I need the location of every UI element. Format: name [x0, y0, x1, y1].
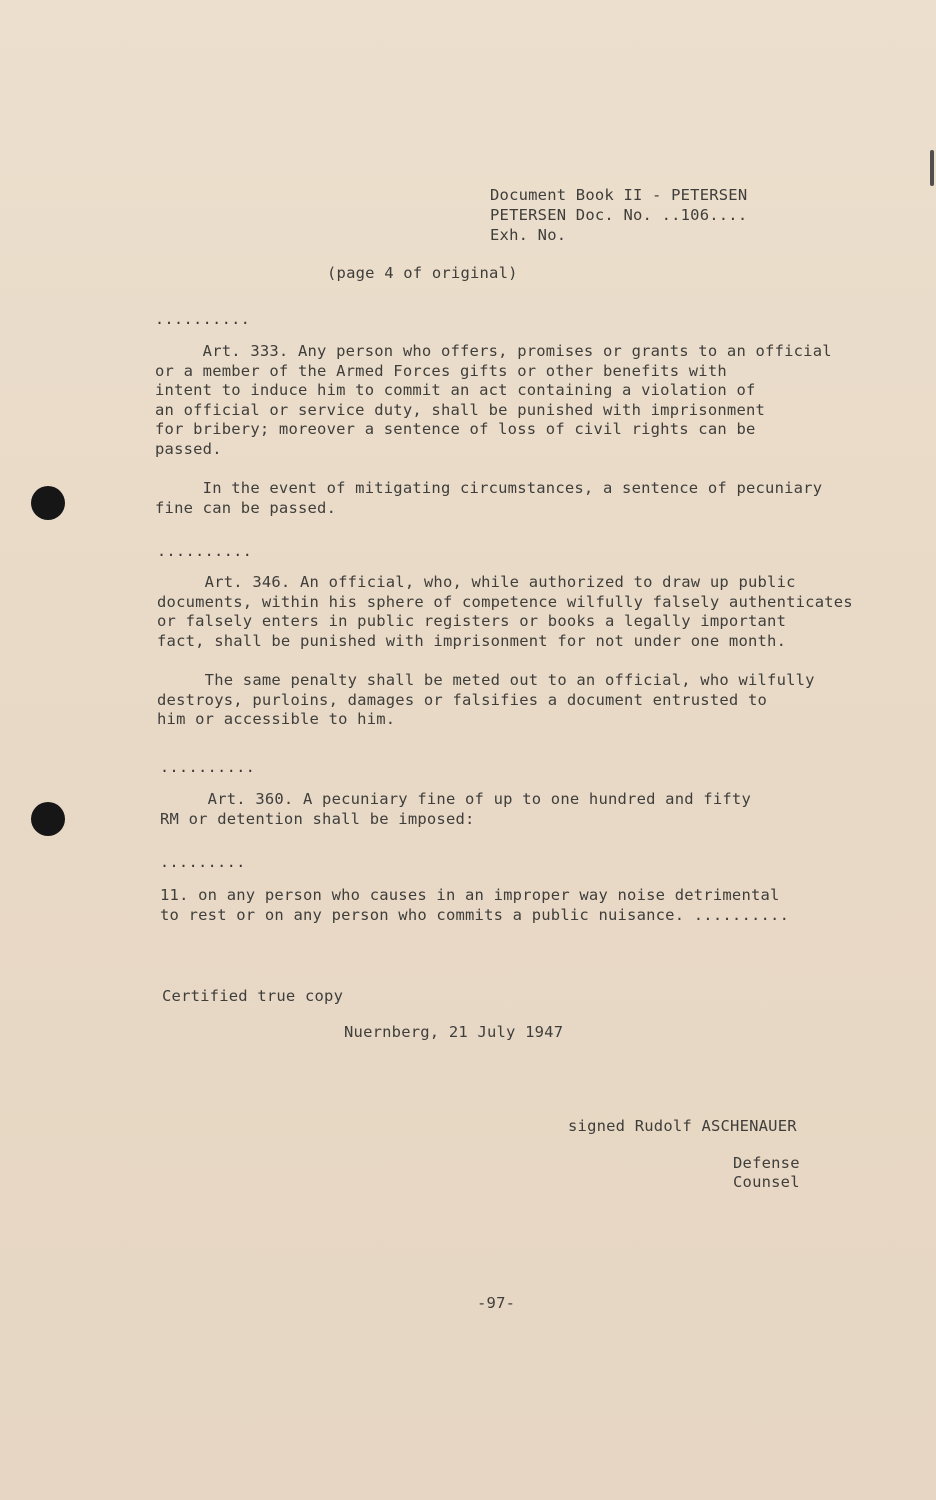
separator-dots: ..........	[160, 758, 256, 776]
page-number: -97-	[477, 1294, 516, 1312]
place-and-date: Nuernberg, 21 July 1947	[344, 1023, 564, 1041]
header-exhibit-number: Exh. No.	[490, 226, 567, 244]
page-of-original-note: (page 4 of original)	[327, 264, 518, 282]
art-346-paragraph: Art. 346. An official, who, while authorized to draw up public documents, within his sphere of competence wilfully falsely authenticates or falsely enters in public registers or books a legally important fact, shall be punished with imprisonment for not under one month.	[157, 573, 853, 650]
art-360-item-11: 11. on any person who causes in an improper way noise detrimental to rest or on any person who commits a public nuisance. ..........	[160, 886, 790, 924]
signatory-role-defense: Defense	[733, 1154, 800, 1172]
header-document-book: Document Book II - PETERSEN	[490, 186, 748, 204]
art-346-penalty-paragraph: The same penalty shall be meted out to an official, who wilfully destroys, purloins, damages or falsifies a document entrusted to him or accessible to him.	[157, 671, 815, 728]
separator-dots: ..........	[157, 542, 253, 560]
punch-hole-lower	[31, 802, 65, 836]
certified-true-copy: Certified true copy	[162, 987, 344, 1005]
signatory-role-counsel: Counsel	[733, 1173, 800, 1191]
header-doc-number: PETERSEN Doc. No. ..106....	[490, 206, 748, 224]
page-edge-mark	[930, 150, 934, 186]
art-360-paragraph: Art. 360. A pecuniary fine of up to one hundred and fifty RM or detention shall be imposed:	[160, 790, 751, 828]
signature-line: signed Rudolf ASCHENAUER	[568, 1117, 797, 1135]
punch-hole-upper	[31, 486, 65, 520]
art-333-paragraph: Art. 333. Any person who offers, promises or grants to an official or a member of the Armed Forces gifts or other benefits with intent to induce him to commit an act containing a violation of an official or service duty, shall be punished with imprisonment for bribery; moreover a sentence of loss of civil rights can be passed.	[155, 342, 832, 458]
art-333-mitigating-paragraph: In the event of mitigating circumstances, a sentence of pecuniary fine can be passed.	[155, 479, 823, 517]
separator-dots: .........	[160, 853, 246, 871]
separator-dots: ..........	[155, 310, 251, 328]
